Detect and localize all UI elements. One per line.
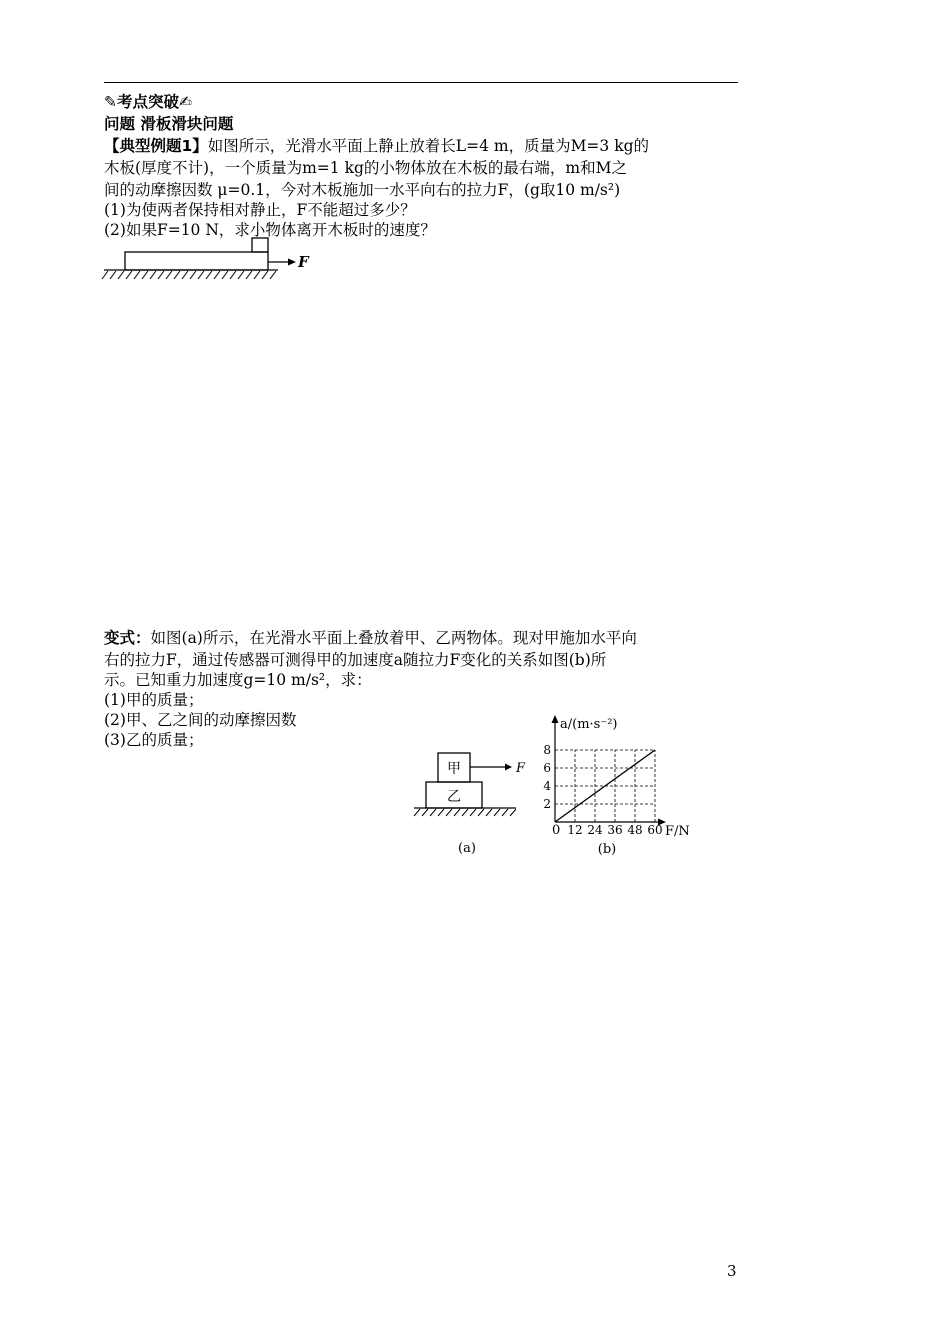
- origin-label: 0: [552, 823, 561, 838]
- force-arrow-a-head: [505, 764, 512, 771]
- ground-hatching: [102, 271, 276, 279]
- block-jia-label: 甲: [447, 761, 461, 777]
- problem-line-5: (2)如果F=10 N，求小物体离开木板时的速度？: [104, 221, 436, 239]
- problem-line-2: 木板(厚度不计)，一个质量为m=1 kg的小物体放在木板的最右端，m和M之: [104, 159, 627, 177]
- board: [125, 252, 268, 270]
- x-tick-label: 48: [627, 823, 643, 837]
- stacked-blocks-figure: [410, 745, 545, 860]
- variant-line-3: 示。已知重力加速度g=10 m/s²，求：: [104, 671, 372, 689]
- caption-b: (b): [597, 842, 617, 857]
- caption-a: (a): [458, 841, 476, 856]
- x-axis-label: F/N: [665, 824, 690, 839]
- y-tick-label: 8: [543, 743, 551, 757]
- board-block-figure: [100, 236, 320, 288]
- y-axis-label: a/(m·s⁻²): [560, 717, 618, 732]
- small-block: [252, 238, 268, 252]
- force-arrow-head: [288, 259, 296, 266]
- x-tick-label: 60: [647, 823, 663, 837]
- variant-line-6: (3)乙的质量；: [104, 731, 204, 749]
- variant-line-5: (2)甲、乙之间的动摩擦因数: [104, 711, 297, 729]
- variant-line-4: (1)甲的质量；: [104, 691, 204, 709]
- x-tick-label: 36: [607, 823, 623, 837]
- x-tick-label: 24: [587, 823, 603, 837]
- problem-line-1: 【典型例题1】如图所示，光滑水平面上静止放着长L=4 m，质量为M=3 kg的: [104, 137, 650, 155]
- block-yi-label: 乙: [447, 789, 461, 805]
- x-tick-label: 12: [567, 823, 583, 837]
- y-axis-arrow: [552, 715, 559, 723]
- force-label-a: F: [516, 761, 526, 776]
- problem-title: 问题 滑板滑块问题: [104, 115, 234, 133]
- ground-hatching-a: [414, 809, 516, 816]
- variant-line-2: 右的拉力F，通过传感器可测得甲的加速度a随拉力F变化的关系如图(b)所: [104, 651, 607, 669]
- problem-line-4: (1)为使两者保持相对静止，F不能超过多少？: [104, 201, 416, 219]
- top-rule: [104, 82, 738, 83]
- y-tick-label: 4: [543, 779, 551, 793]
- y-tick-label: 6: [543, 761, 551, 775]
- variant-line-1: 变式：如图(a)所示，在光滑水平面上叠放着甲、乙两物体。现对甲施加水平向: [104, 629, 637, 647]
- force-label: F: [298, 253, 309, 271]
- a-f-chart: [535, 710, 710, 860]
- example-label: 【典型例题1】: [104, 137, 208, 155]
- y-tick-label: 2: [543, 797, 551, 811]
- page-number: 3: [727, 1262, 737, 1280]
- variant-label: 变式：: [104, 629, 151, 647]
- problem-line-3: 间的动摩擦因数 μ=0.1，今对木板施加一水平向右的拉力F，(g取10 m/s²): [104, 181, 621, 199]
- section-heading: ✎考点突破✍: [104, 93, 192, 111]
